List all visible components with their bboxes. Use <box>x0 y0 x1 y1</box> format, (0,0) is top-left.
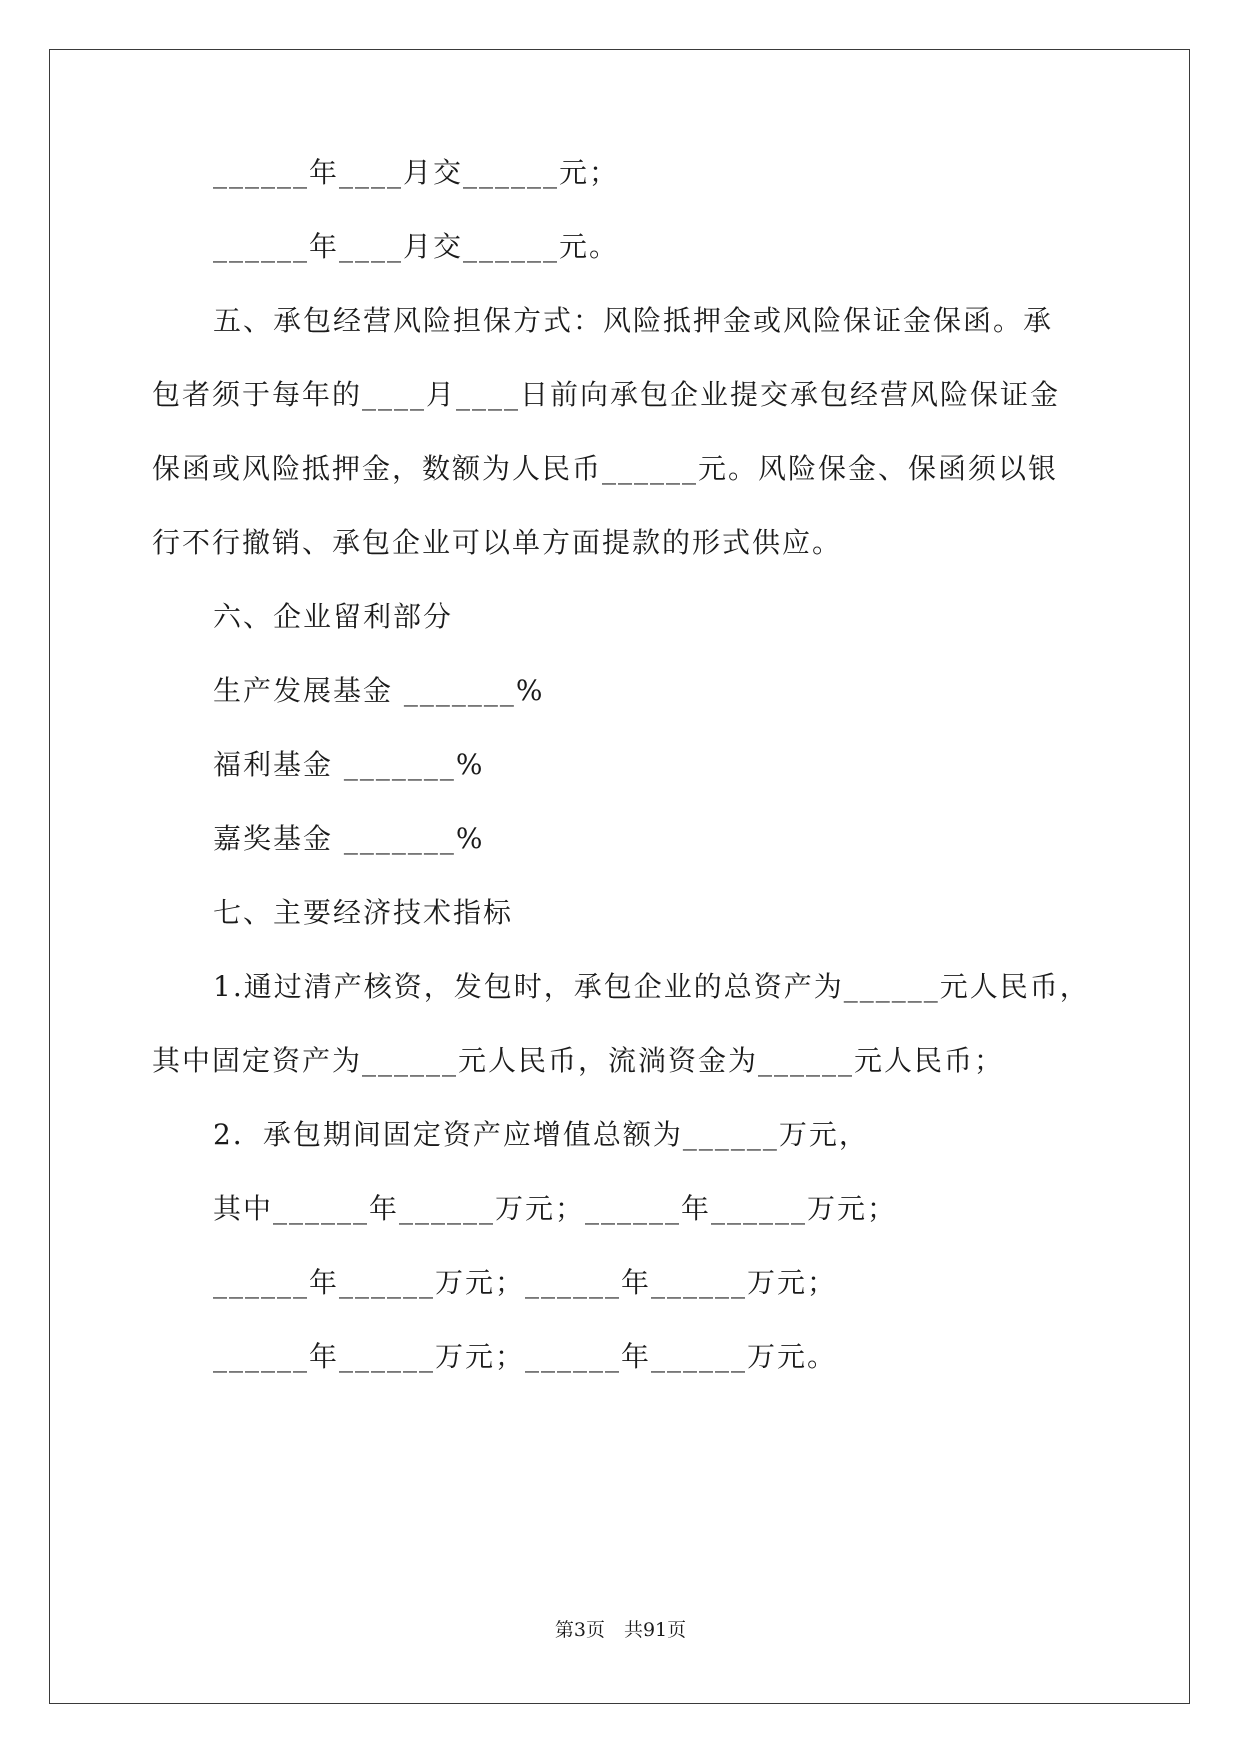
page-number: 第3页 共91页 <box>554 1619 687 1641</box>
text-line: 保函或风险抵押金，数额为人民币______元。风险保金、保函须以银 <box>152 452 1059 485</box>
section-heading-six: 六、企业留利部分 <box>213 600 454 633</box>
text-line: 包者须于每年的____月____日前向承包企业提交承包经营风险保证金 <box>152 378 1061 411</box>
page-border <box>49 49 1190 1704</box>
text-line: 其中______年______万元；______年______万元； <box>213 1192 898 1225</box>
text-line: ______年____月交______元。 <box>213 230 620 263</box>
section-heading-seven: 七、主要经济技术指标 <box>213 896 514 929</box>
text-line: 行不行撤销、承包企业可以单方面提款的形式供应。 <box>152 526 843 559</box>
fund-line-bonus: 嘉奖基金 _______% <box>213 822 485 855</box>
text-line: 2．承包期间固定资产应增值总额为______万元， <box>213 1118 869 1151</box>
text-line: ______年______万元；______年______万元； <box>213 1266 838 1299</box>
text-line: ______年____月交______元； <box>213 156 620 189</box>
text-line: 1.通过清产核资，发包时，承包企业的总资产为______元人民币， <box>213 970 1090 1003</box>
text-line: 其中固定资产为______元人民币，流淌资金为______元人民币； <box>152 1044 1005 1077</box>
fund-line-production: 生产发展基金 _______% <box>213 674 545 707</box>
section-heading-five: 五、承包经营风险担保方式：风险抵押金或风险保证金保函。承 <box>213 304 1054 337</box>
text-line: ______年______万元；______年______万元。 <box>213 1340 838 1373</box>
fund-line-welfare: 福利基金 _______% <box>213 748 485 781</box>
